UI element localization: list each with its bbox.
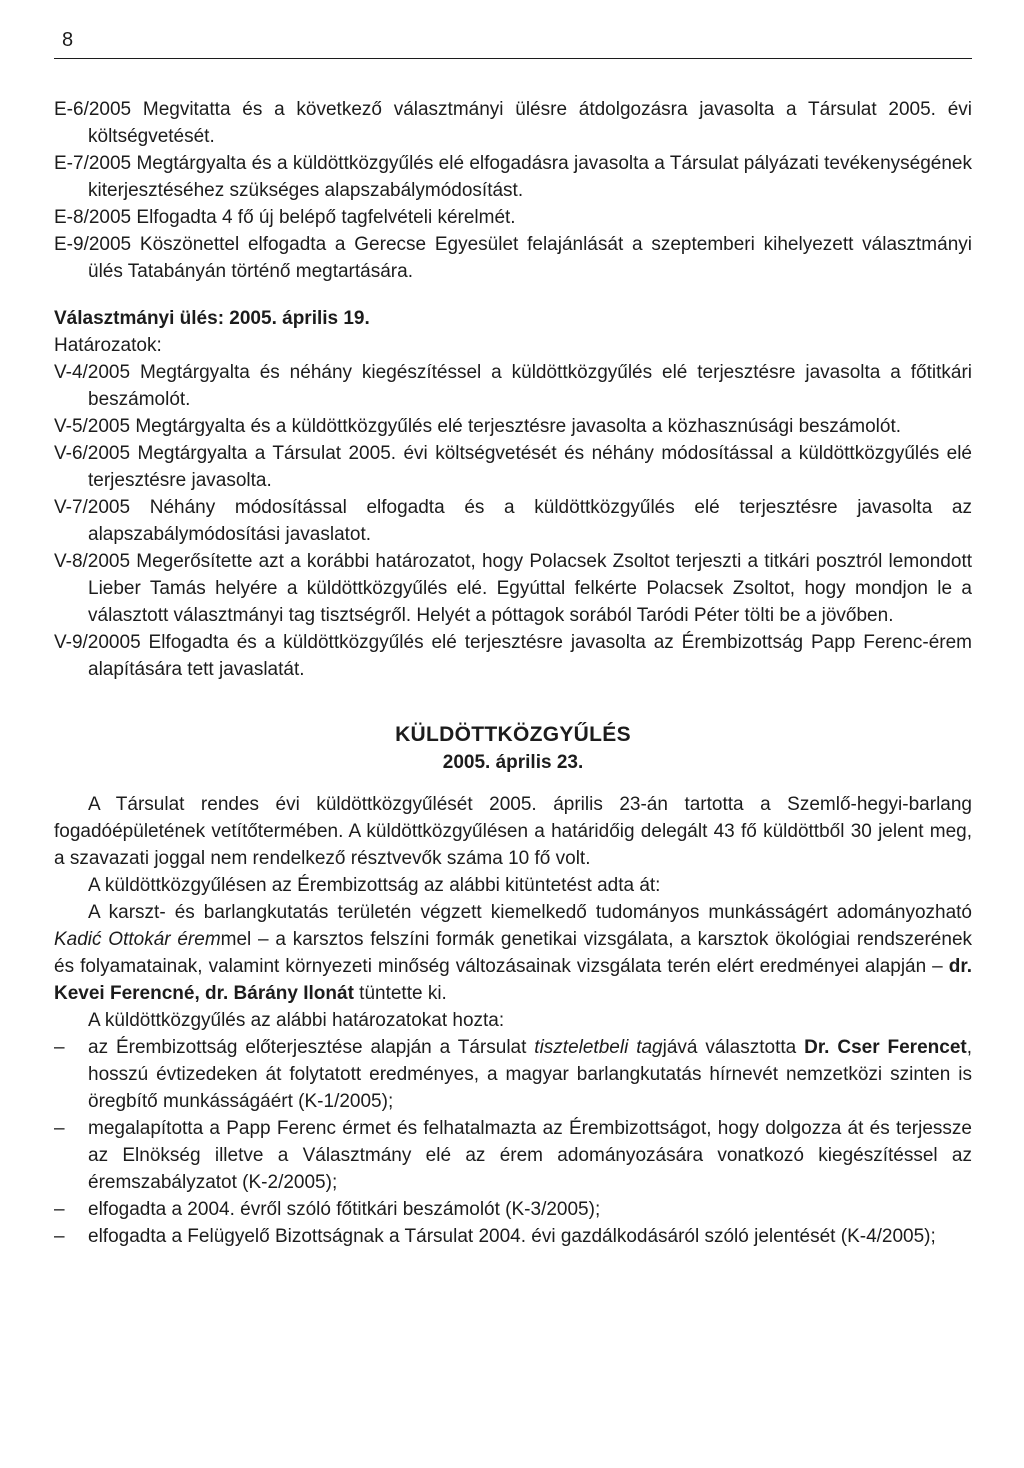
award-text-3: tüntette ki. [353,983,447,1004]
decision-text: elfogadta a 2004. évről szóló főtitkári beszámolót (K-3/2005); [88,1199,601,1220]
decision-text-end: , hosszú évtizedeken át folytatott eredményes, a magyar barlangkutatás hírnevét nemzetközi szinten is öregbítő munkásságáért (K-1/2005); [88,1037,972,1112]
dash-bullet: – [54,1037,65,1058]
resolution-v-7: V-7/2005 Néhány módosítással elfogadta és a küldöttközgyűlés elé terjesztésre javasolta az alapszabálymódosítási javaslatot. [54,497,972,545]
board-resolutions-list [54,96,972,285]
resolution-e-6: E-6/2005 Megvitatta és a következő választmányi ülésre átdolgozásra javasolta a Társulat 2005. évi költségvetését. [54,99,972,147]
decision-item [54,1196,972,1223]
dash-bullet: – [54,1118,65,1139]
assembly-title: KÜLDÖTTKÖZGYŰLÉS [395,723,631,746]
dash-bullet: – [54,1199,65,1220]
decision-text: megalapította a Papp Ferenc érmet és felhatalmazta az Érembizottságot, hogy dolgozza át és terjessze az Elnökség illetve a Választmány elé az érem adományozására vonatkozó kiegészítéssel az éremszabályzatot (K-2/2005); [88,1118,972,1193]
award-text-2: mel – a karsztos felszíni formák genetikai vizsgálata, a karsztok ökológiai rendszerének és folyamatainak, valamint környezeti minőség változásainak vizsgálata terén elért eredményei alapján – [54,929,973,977]
dash-bullet: – [54,1226,65,1247]
page-content [54,96,972,1250]
assembly-paragraph-award [54,899,972,1007]
decision-emphasis: tiszteletbeli tag [534,1037,663,1058]
resolution-v-4: V-4/2005 Megtárgyalta és néhány kiegészítéssel a küldöttközgyűlés elé terjesztésre javasolta a főtitkári beszámolót. [54,362,972,410]
decision-honoree: Dr. Cser Ferencet [804,1037,967,1058]
decision-text-mid: jává választotta [662,1037,805,1058]
header-rule [54,58,972,59]
assembly-paragraph-intro: A Társulat rendes évi küldöttközgyűlését 2005. április 23-án tartotta a Szemlő-hegyi-barlang fogadóépületének vetítőtermében. A küldöttközgyűlésen a határidőig delegált 43 fő küldöttből 30 jelent meg, a szavazati joggal nem rendelkező résztvevők száma 10 fő volt. [54,794,972,869]
decision-item [54,1115,972,1196]
decision-item [54,1034,972,1115]
resolution-v-8: V-8/2005 Megerősítette azt a korábbi határozatot, hogy Polacsek Zsoltot terjeszti a titkári posztról lemondott Lieber Tamás helyére a küldöttközgyűlés elé. Egyúttal felkérte Polacsek Zsoltot, hogy mondjon le a választott választmányi tag tisztségről. Helyét a póttagok sorából Taródi Péter tölti be a jövőben. [54,551,972,626]
page-number: 8 [62,29,74,51]
award-medal-name: Kadić Ottokár érem [54,929,221,950]
resolutions-label: Határozatok: [54,335,162,356]
assembly-date: 2005. április 23. [442,752,584,773]
resolution-e-8: E-8/2005 Elfogadta 4 fő új belépő tagfelvételi kérelmét. [54,207,516,228]
resolution-v-6: V-6/2005 Megtárgyalta a Társulat 2005. évi költségvetését és néhány módosítással a küldöttközgyűlés elé terjesztésre javasolta. [54,443,972,491]
assembly-paragraph-award-intro: A küldöttközgyűlésen az Érembizottság az alábbi kitüntetést adta át: [88,875,661,896]
council-resolutions-list [54,359,972,683]
assembly-decisions-list [54,1034,972,1250]
assembly-paragraph-decisions-intro: A küldöttközgyűlés az alábbi határozatokat hozta: [88,1010,505,1031]
decision-item [54,1223,972,1250]
resolution-e-9: E-9/2005 Köszönettel elfogadta a Gerecse Egyesület felajánlását a szeptemberi kihelyezett választmányi ülés Tatabányán történő megtartására. [54,234,972,282]
award-recipient: dr. Kevei Ferencné, dr. Bárány Ilonát [54,956,972,1004]
resolution-v-5: V-5/2005 Megtárgyalta és a küldöttközgyűlés elé terjesztésre javasolta a közhasznúsági beszámolót. [54,416,902,437]
award-text-1: A karszt- és barlangkutatás területén végzett kiemelkedő tudományos munkásságért adományozható [88,902,972,923]
resolution-v-9: V-9/20005 Elfogadta és a küldöttközgyűlés elé terjesztésre javasolta az Érembizottság Papp Ferenc-érem alapítására tett javaslatát. [54,632,972,680]
meeting-heading: Választmányi ülés: 2005. április 19. [54,308,370,329]
decision-text: elfogadta a Felügyelő Bizottságnak a Társulat 2004. évi gazdálkodásáról szóló jelentését (K-4/2005); [88,1226,936,1247]
resolution-e-7: E-7/2005 Megtárgyalta és a küldöttközgyűlés elé elfogadásra javasolta a Társulat pályázati tevékenységének kiterjesztéséhez szükséges alapszabálymódosítást. [54,153,972,201]
decision-text: az Érembizottság előterjesztése alapján a Társulat [88,1037,535,1058]
